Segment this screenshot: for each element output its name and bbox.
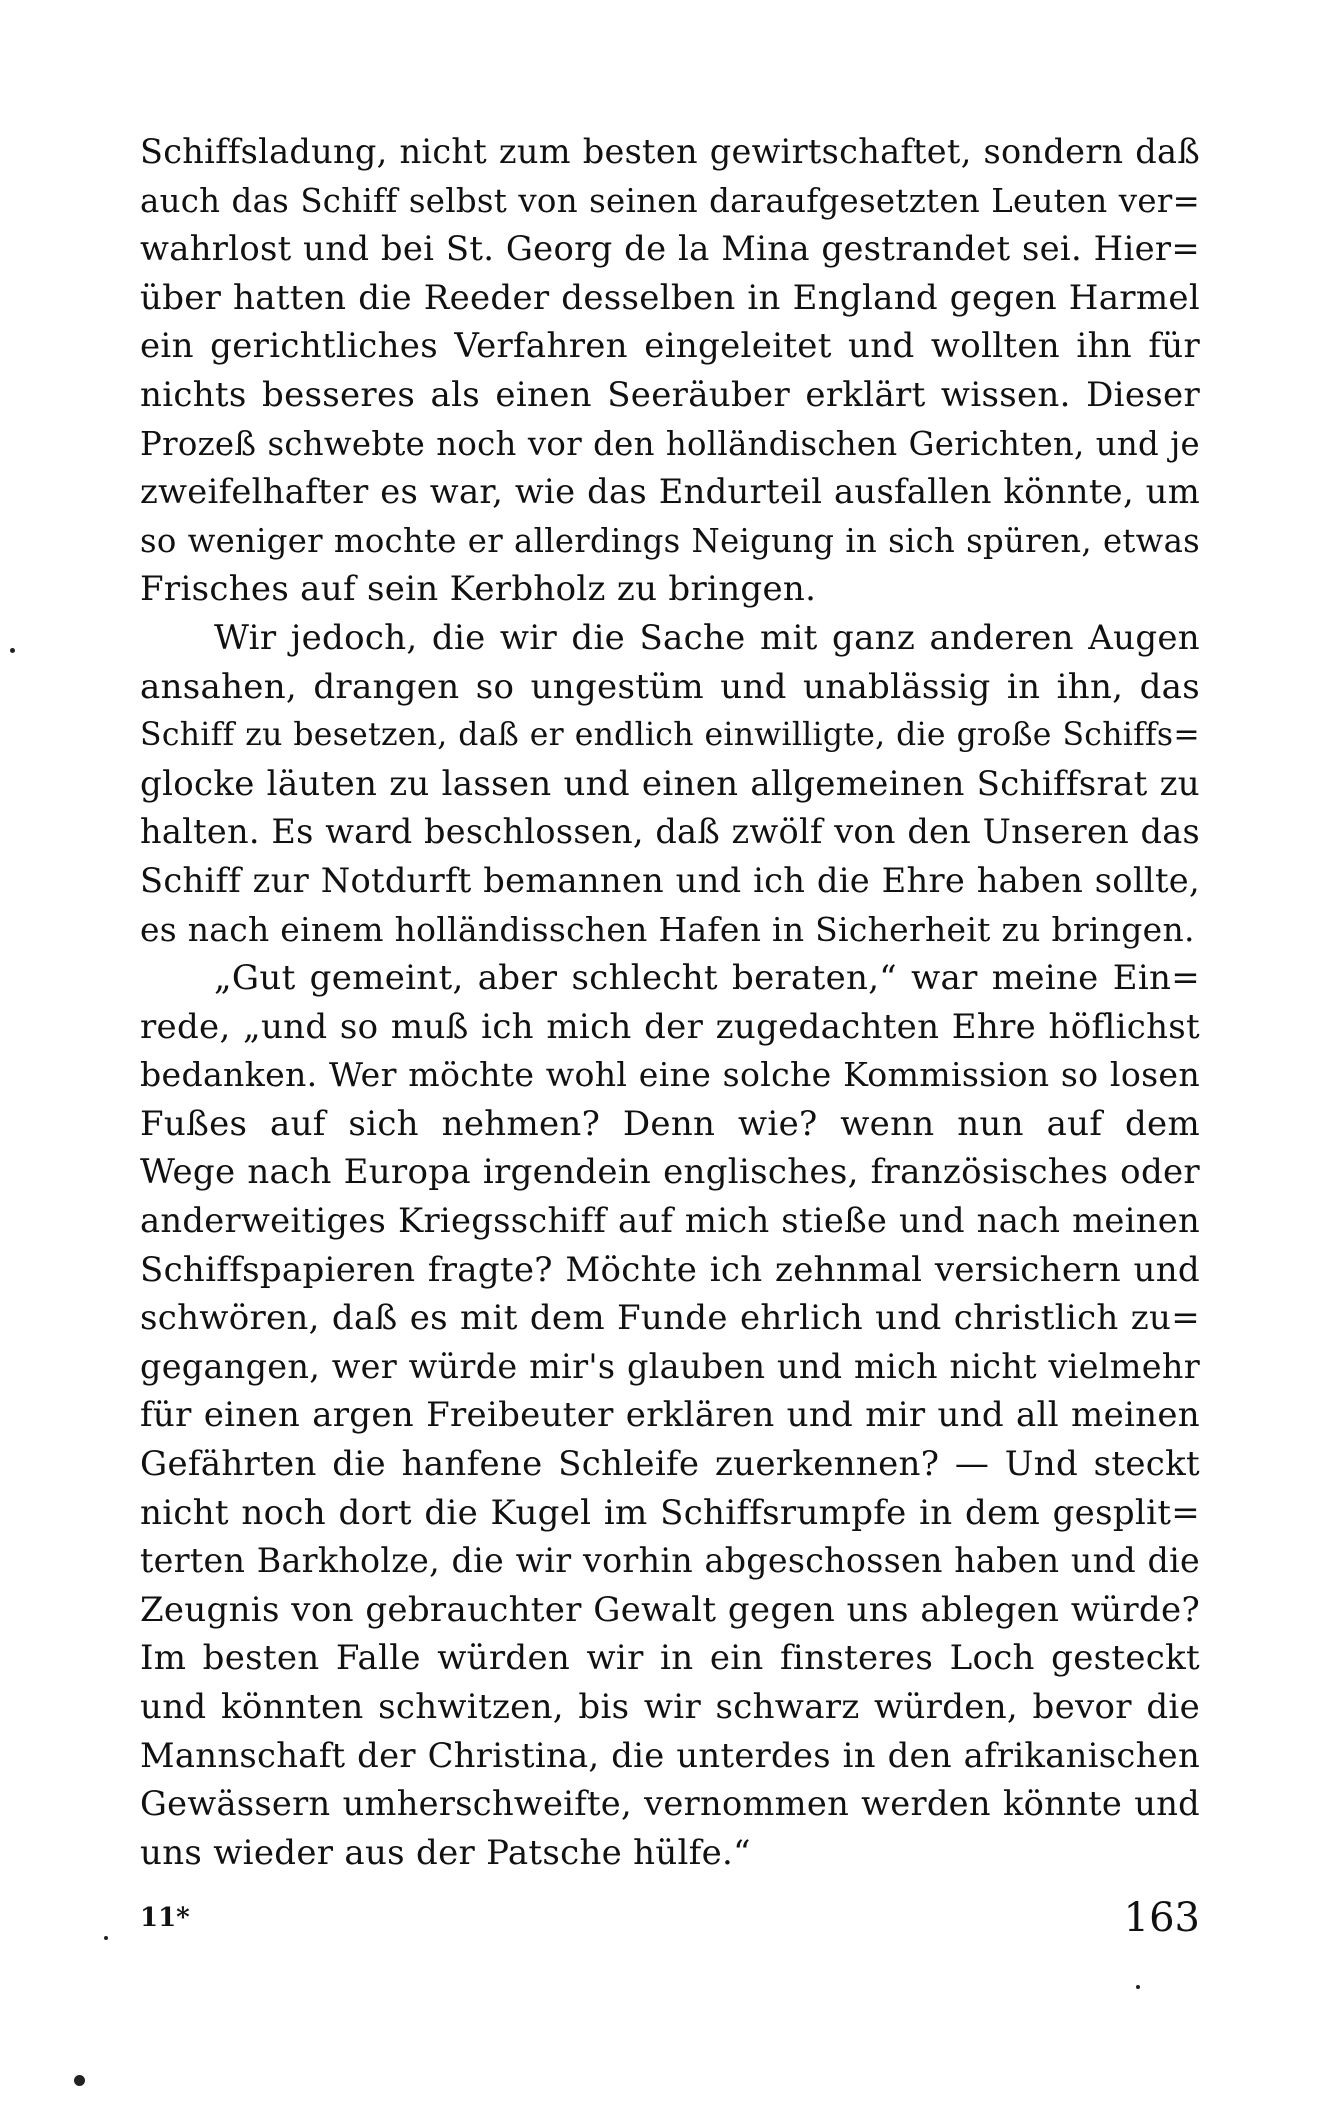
text-line: nichts besseres als einen Seeräuber erklärt wissen. Dieser <box>140 374 1200 415</box>
signature-mark: 11* <box>140 1903 190 1933</box>
text-line: es nach einem holländisschen Hafen in Sicherheit zu bringen. <box>140 909 1195 949</box>
text-line: für einen argen Freibeuter erklären und mir und all meinen <box>140 1395 1200 1436</box>
text-line: gegangen, wer würde mir's glauben und mich nicht vielmehr <box>140 1346 1200 1386</box>
text-line: Wir jedoch, die wir die Sache mit ganz anderen Augen <box>214 617 1200 658</box>
text-line: terten Barkholze, die wir vorhin abgeschossen haben und die <box>140 1541 1200 1581</box>
text-line: schwören, daß es mit dem Funde ehrlich und christlich zu= <box>140 1298 1200 1339</box>
page-number: 163 <box>1123 1895 1200 1941</box>
text-line: Gewässern umherschweifte, vernommen werden könnte und <box>140 1784 1200 1824</box>
text-line: ansahen, drangen so ungestüm und unablässig in ihn, das <box>140 666 1200 707</box>
text-line: halten. Es ward beschlossen, daß zwölf von den Unseren das <box>140 812 1200 852</box>
text-line: „Gut gemeint, aber schlecht beraten,“ war meine Ein= <box>214 958 1200 999</box>
text-line: bedanken. Wer möchte wohl eine solche Kommission so losen <box>140 1055 1200 1095</box>
print-speck <box>104 1936 108 1940</box>
text-line: Schiffspapieren fragte? Möchte ich zehnmal versichern und <box>140 1249 1200 1290</box>
text-line: Mannschaft der Christina, die unterdes in den afrikanischen <box>140 1735 1200 1775</box>
text-line: rede, „und so muß ich mich der zugedachten Ehre höflichst <box>140 1006 1200 1047</box>
text-line: so weniger mochte er allerdings Neigung in sich spüren, etwas <box>140 521 1200 560</box>
print-speck <box>10 648 15 653</box>
text-line: uns wieder aus der Patsche hülfe.“ <box>140 1832 751 1873</box>
text-line: Prozeß schwebte noch vor den holländischen Gerichten, und je <box>140 424 1200 463</box>
text-line: über hatten die Reeder desselben in England gegen Harmel <box>140 277 1200 318</box>
text-line: Schiff zur Notdurft bemannen und ich die Ehre haben sollte, <box>140 860 1200 900</box>
text-line: und könnten schwitzen, bis wir schwarz würden, bevor die <box>140 1687 1200 1727</box>
print-speck <box>74 2075 85 2086</box>
text-line: ein gerichtliches Verfahren eingeleitet und wollten ihn für <box>140 326 1200 367</box>
text-line: Frisches auf sein Kerbholz zu bringen. <box>140 569 817 610</box>
text-line: Wege nach Europa irgendein englisches, französisches oder <box>140 1152 1200 1193</box>
text-line: Fußes auf sich nehmen? Denn wie? wenn nun auf dem <box>140 1103 1200 1144</box>
text-line: wahrlost und bei St. Georg de la Mina gestrandet sei. Hier= <box>140 229 1200 269</box>
text-line: Zeugnis von gebrauchter Gewalt gegen uns ablegen würde? <box>140 1589 1200 1630</box>
text-line: auch das Schiff selbst von seinen daraufgesetzten Leuten ver= <box>140 181 1200 220</box>
text-line: Schiffsladung, nicht zum besten gewirtschaftet, sondern daß <box>140 132 1200 171</box>
body-text <box>140 128 1200 1877</box>
text-line: nicht noch dort die Kugel im Schiffsrumpfe in dem gesplit= <box>140 1492 1200 1533</box>
text-line: glocke läuten zu lassen und einen allgemeinen Schiffsrat zu <box>140 763 1200 804</box>
print-speck <box>1136 1985 1140 1989</box>
text-line: zweifelhafter es war, wie das Endurteil ausfallen könnte, um <box>140 472 1200 512</box>
text-line: Schiff zu besetzen, daß er endlich einwilligte, die große Schiffs= <box>140 717 1200 754</box>
text-line: anderweitiges Kriegsschiff auf mich stieße und nach meinen <box>140 1201 1200 1241</box>
text-line: Gefährten die hanfene Schleife zuerkennen? — Und steckt <box>140 1444 1200 1485</box>
text-line: Im besten Falle würden wir in ein finsteres Loch gesteckt <box>140 1638 1200 1679</box>
